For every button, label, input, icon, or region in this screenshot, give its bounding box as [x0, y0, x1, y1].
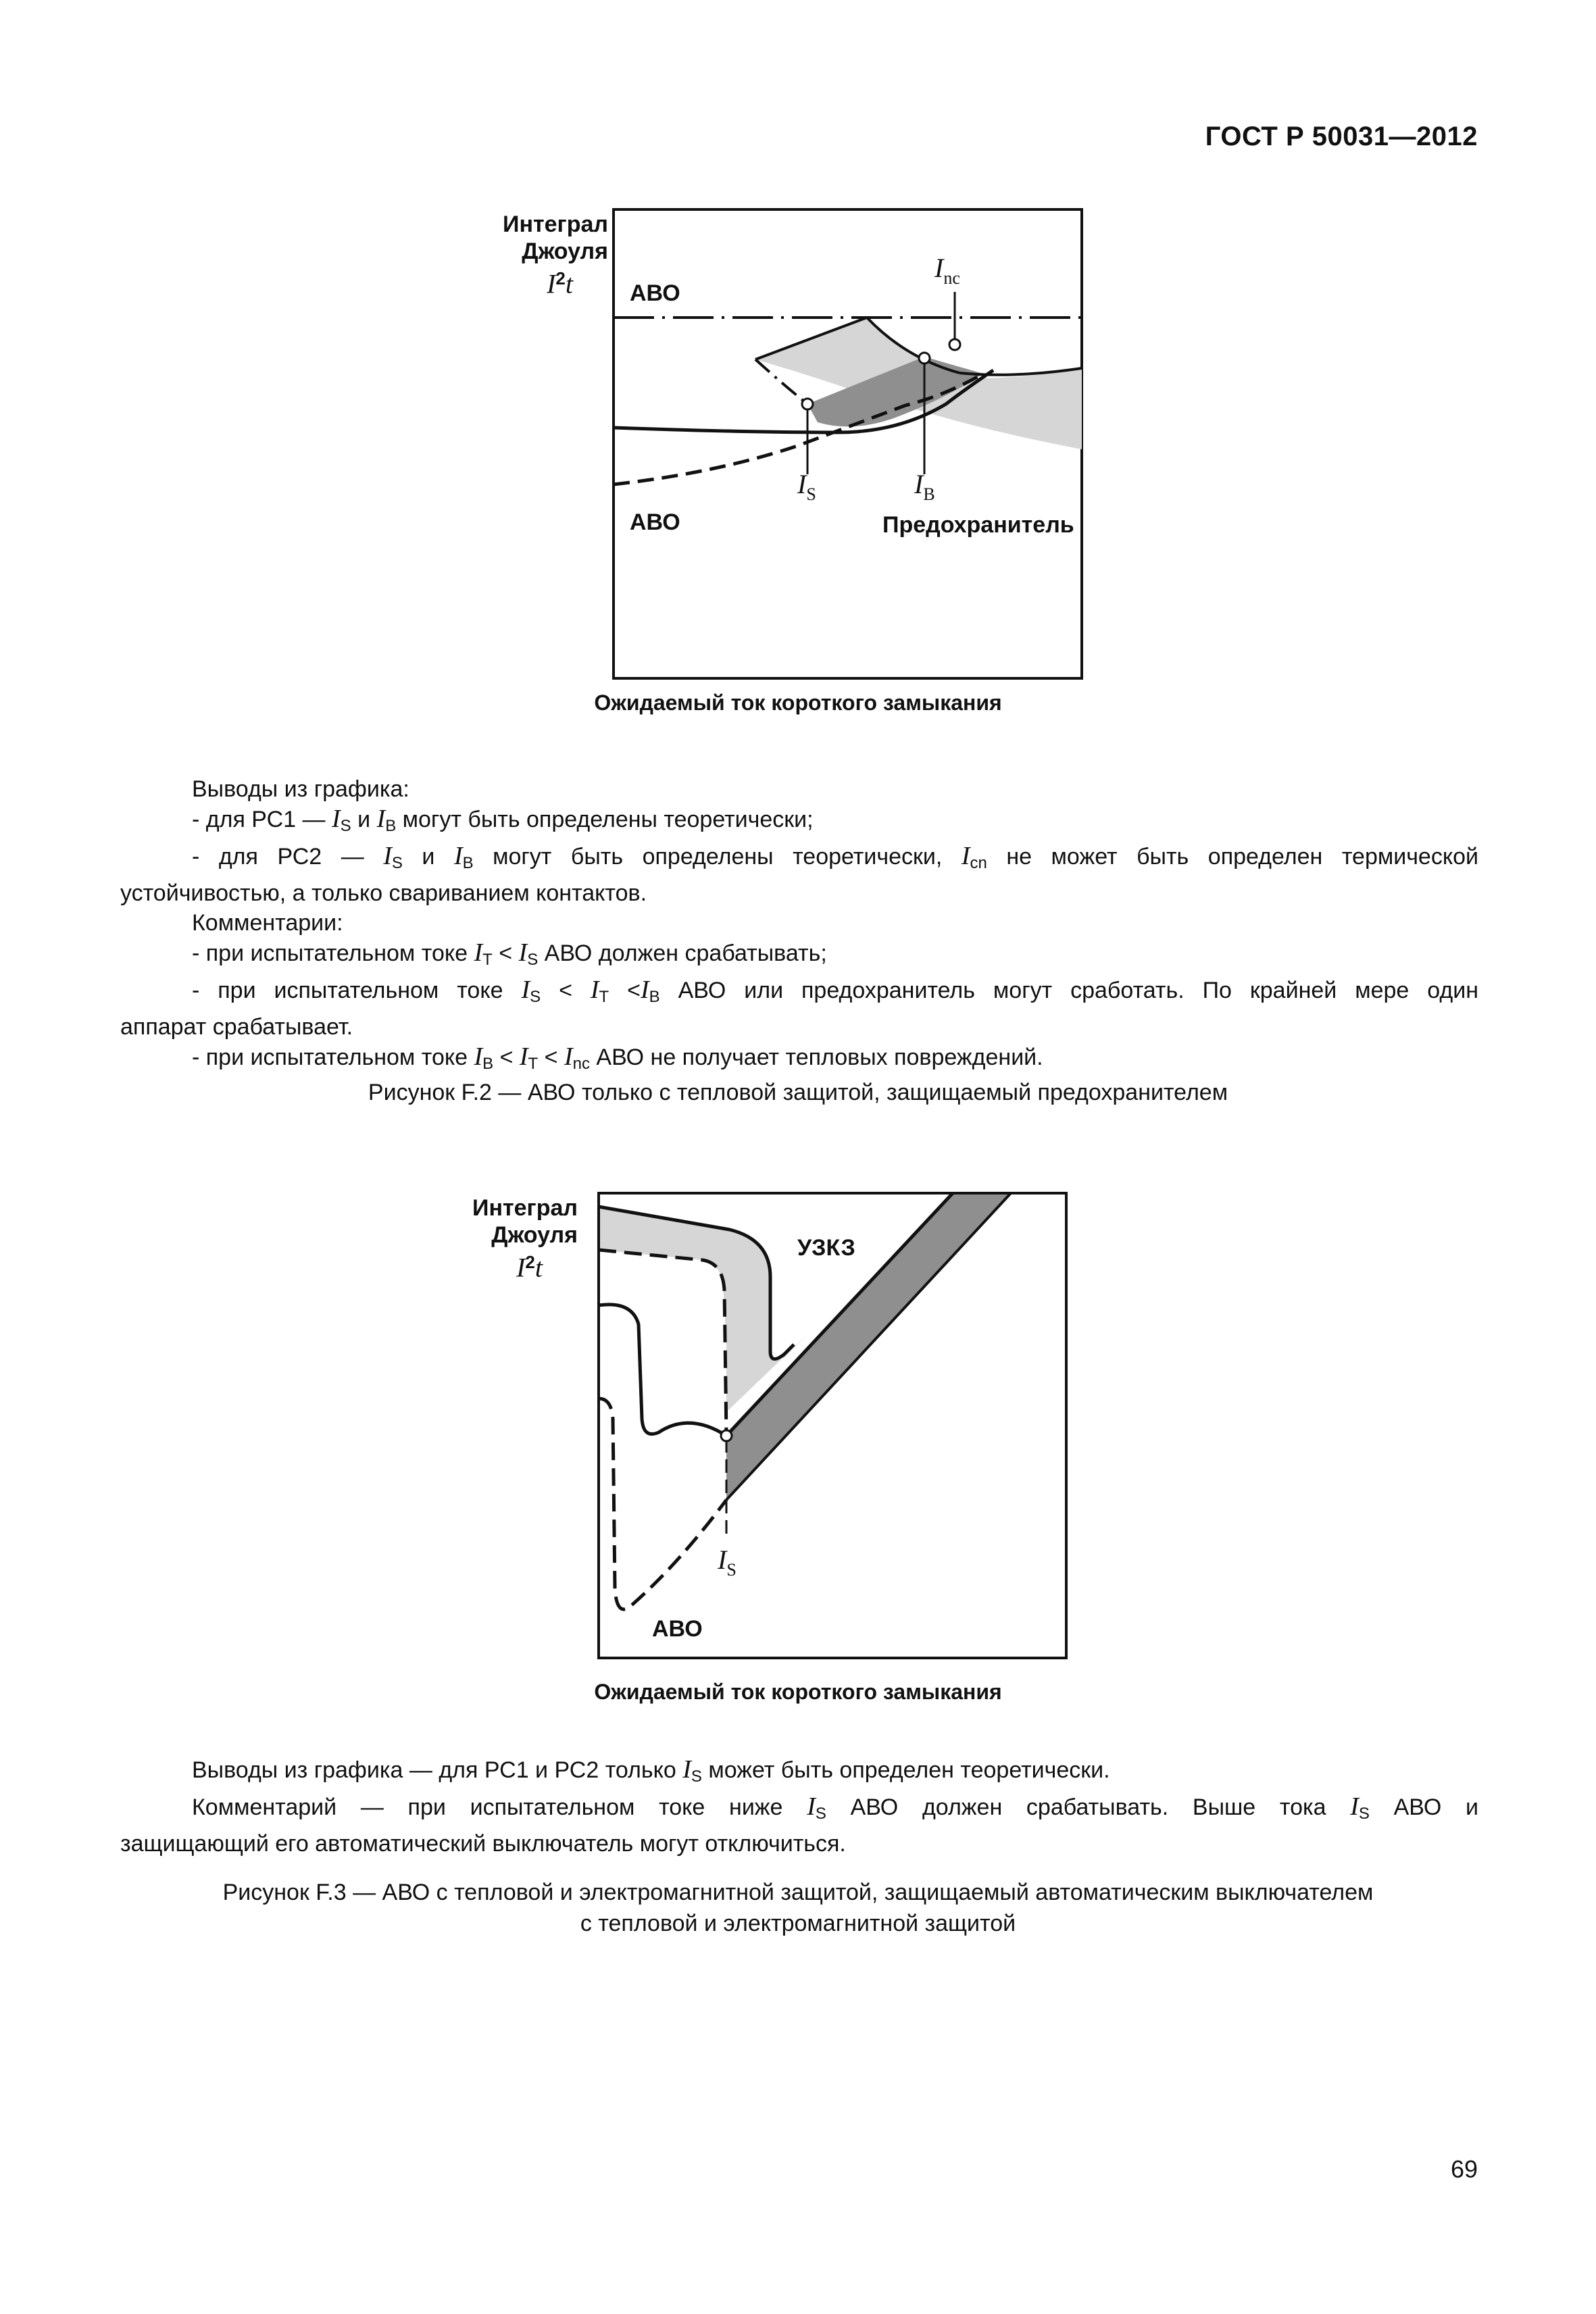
- f3-ylabel-line2: Джоуля: [491, 1222, 578, 1248]
- page-number: 69: [1450, 2155, 1478, 2183]
- f2-ib-point: [919, 353, 930, 363]
- f3-figure-caption: [0, 1877, 1596, 1939]
- f3-ylabel-line1: Интеграл: [472, 1195, 578, 1221]
- f3-ylabel-exp: 2: [525, 1252, 535, 1272]
- f2-text: [120, 774, 1478, 1079]
- f3-text-line1: Выводы из графика — для РС1 и РС2 только $I_S$ может быть определен теоретически.: [192, 1755, 1110, 1786]
- f2-text-line6: - при испытательном токе $I_T < I_S$ АВО должен срабатывать;: [192, 938, 827, 969]
- f3-label-uzkz: УЗКЗ: [797, 1235, 855, 1261]
- f2-text-line4: устойчивостью, а только свариванием контактов.: [120, 880, 647, 906]
- f2-is-point: [802, 399, 813, 409]
- f2-text-line8: аппарат срабатывает.: [120, 1014, 353, 1040]
- f2-text-line2: - для РС1 — $I_S$ и $I_B$ могут быть определены теоретически;: [192, 805, 814, 835]
- f3-text: [120, 1755, 1478, 1859]
- f2-inc-point: [949, 339, 960, 350]
- f2-text-line3: - для РС2 — $I_S$ и $I_B$ могут быть определены теоретически, $I_{cn}$ не может быть определен термической: [192, 842, 1478, 872]
- f2-ylabel-t: t: [565, 268, 573, 299]
- f2-label-ib: $I_B$: [914, 469, 935, 504]
- f2-label-avo-top: АВО: [630, 280, 680, 306]
- f2-text-line7: - при испытательном токе $I_S < I_T <I_B$ АВО или предохранитель могут сработать. По крайней мере один: [192, 976, 1479, 1006]
- f3-diagram: [0, 1149, 1596, 1689]
- f3-caption-line1: Рисунок F.3 — АВО с тепловой и электромагнитной защитой, защищаемый автоматическим выключателем: [222, 1880, 1374, 1905]
- f3-xlabel: Ожидаемый ток короткого замыкания: [594, 1680, 1002, 1704]
- f2-ylabel-exp: 2: [555, 268, 566, 288]
- f2-label-avo-bottom: АВО: [630, 509, 680, 535]
- f2-text-line5: Комментарии:: [192, 910, 343, 936]
- f3-is-point: [721, 1430, 732, 1441]
- f3-ylabel-t: t: [534, 1252, 543, 1283]
- f2-label-fuse: Предохранитель: [882, 512, 1074, 538]
- f3-ylabel-symbol: I: [516, 1252, 526, 1283]
- f3-label-is: $I_S$: [718, 1544, 737, 1580]
- f2-ylabel-line1: Интеграл: [503, 211, 608, 237]
- f2-label-is: $I_S$: [797, 469, 816, 504]
- f2-text-line9: - при испытательном токе $I_B < I_T < I_{nc}$ АВО не получает тепловых повреждений.: [192, 1042, 1043, 1073]
- f3-text-line3: защищающий его автоматический выключатель могут отключиться.: [120, 1831, 846, 1857]
- f3-caption-line2: с тепловой и электромагнитной защитой: [580, 1911, 1016, 1936]
- f3-dashed-upper-curve: [599, 1250, 726, 1436]
- f3-label-avo: АВО: [652, 1616, 703, 1642]
- f3-text-line2: Комментарий — при испытательном токе ниже $I_S$ АВО должен срабатывать. Выше тока $I_S$ АВО и: [192, 1792, 1479, 1823]
- f2-xlabel: Ожидаемый ток короткого замыкания: [594, 690, 1002, 715]
- f2-text-line1: Выводы из графика:: [192, 776, 409, 802]
- f2-label-inc: $I_{nc}$: [934, 253, 960, 288]
- f2-diagram: [0, 0, 1596, 743]
- f2-ylabel-line2: Джоуля: [522, 238, 608, 264]
- f2-ylabel-symbol: I: [547, 268, 556, 299]
- f2-frame: [614, 209, 1082, 678]
- f3-avo-solid-curve: [599, 1305, 726, 1436]
- f2-figure-caption: Рисунок F.2 — АВО только с тепловой защитой, защищаемый предохранителем: [368, 1080, 1228, 1105]
- standard-header: ГОСТ Р 50031—2012: [1205, 122, 1478, 151]
